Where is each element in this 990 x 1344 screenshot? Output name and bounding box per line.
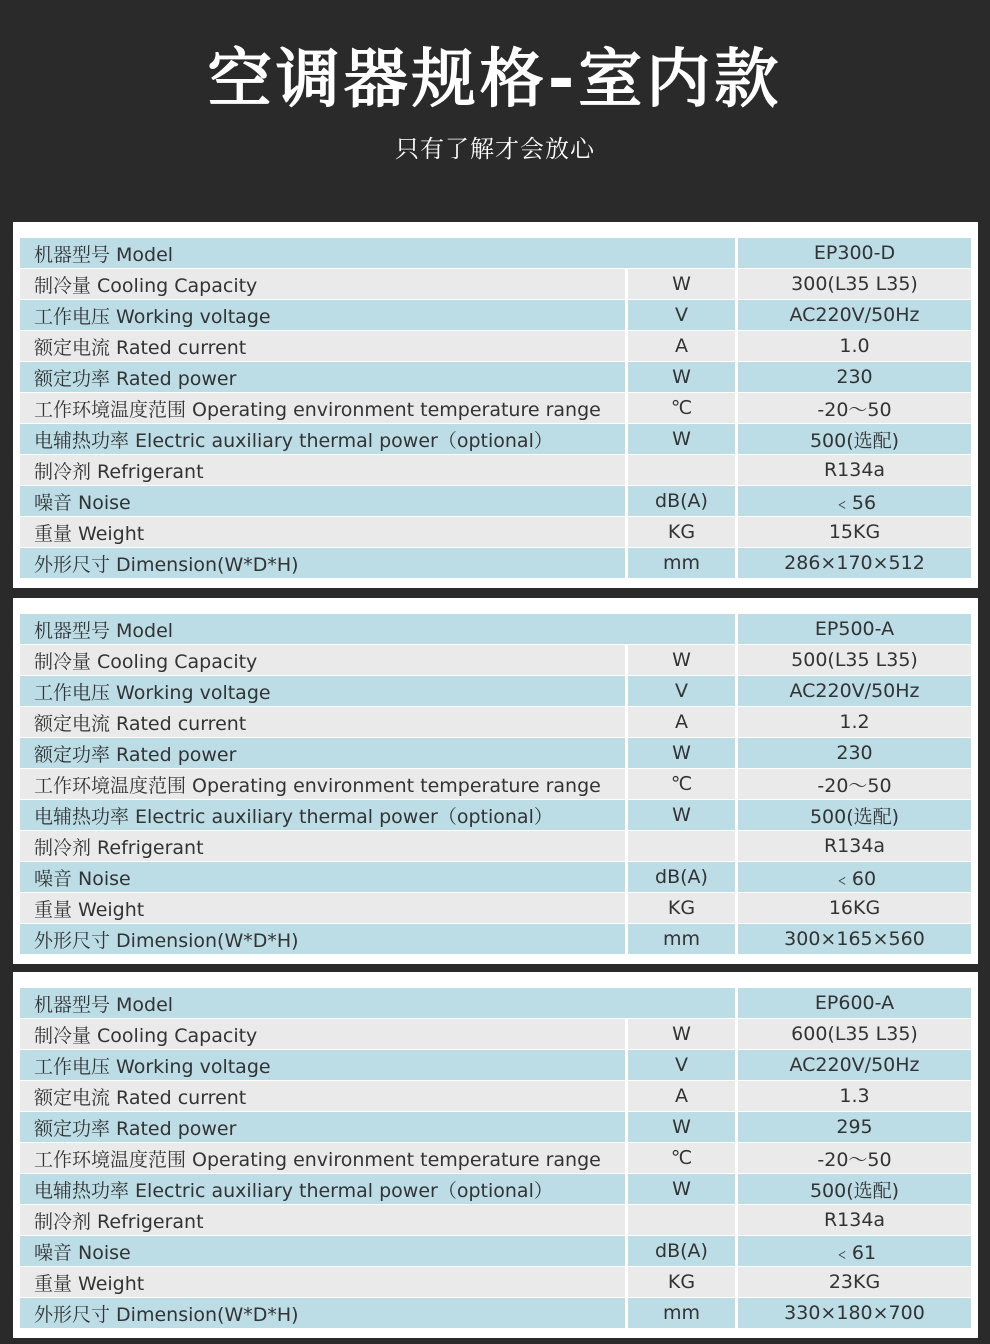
- row-value-heater: 500(选配): [738, 800, 971, 831]
- row-label-current: 额定电流 Rated current: [20, 331, 628, 362]
- table-row: [20, 1112, 971, 1143]
- table-row: [20, 988, 971, 1019]
- row-label-weight: 重量 Weight: [20, 517, 628, 548]
- model-value: EP500-A: [738, 614, 971, 645]
- row-value-heater: 500(选配): [738, 1174, 971, 1205]
- row-value-voltage: AC220V/50Hz: [738, 300, 971, 331]
- row-label-heater: 电辅热功率 Electric auxiliary thermal power（optional）: [20, 424, 628, 455]
- row-label-heater: 电辅热功率 Electric auxiliary thermal power（optional）: [20, 1174, 628, 1205]
- table-row: [20, 486, 971, 517]
- table-row: [20, 424, 971, 455]
- table-row: [20, 862, 971, 893]
- row-value-temp: -20～50: [738, 393, 971, 424]
- row-label-cooling: 制冷量 Cooling Capacity: [20, 1019, 628, 1050]
- table-row: [20, 614, 971, 645]
- row-unit-heater: W: [628, 1174, 738, 1205]
- row-label-voltage: 工作电压 Working voltage: [20, 300, 628, 331]
- table-row: [20, 1019, 971, 1050]
- row-unit-weight: KG: [628, 893, 738, 924]
- page-header: [0, 0, 990, 220]
- row-value-current: 1.0: [738, 331, 971, 362]
- row-value-cooling: 600(L35 L35): [738, 1019, 971, 1050]
- row-unit-temp: ℃: [628, 393, 738, 424]
- table-row: [20, 269, 971, 300]
- row-label-power: 额定功率 Rated power: [20, 362, 628, 393]
- table-row: [20, 362, 971, 393]
- table-row: [20, 1298, 971, 1329]
- row-value-dimension: 300×165×560: [738, 924, 971, 955]
- row-unit-voltage: V: [628, 1050, 738, 1081]
- row-label-refrigerant: 制冷剂 Refrigerant: [20, 455, 628, 486]
- row-unit-dimension: mm: [628, 924, 738, 955]
- row-unit-temp: ℃: [628, 1143, 738, 1174]
- spec-panel-1: [13, 222, 978, 588]
- row-unit-dimension: mm: [628, 1298, 738, 1329]
- row-value-cooling: 500(L35 L35): [738, 645, 971, 676]
- row-label-weight: 重量 Weight: [20, 893, 628, 924]
- table-row: [20, 1050, 971, 1081]
- row-value-power: 295: [738, 1112, 971, 1143]
- table-row: [20, 769, 971, 800]
- row-unit-dimension: mm: [628, 548, 738, 579]
- table-row: [20, 676, 971, 707]
- row-value-temp: -20～50: [738, 1143, 971, 1174]
- row-value-dimension: 330×180×700: [738, 1298, 971, 1329]
- row-label-refrigerant: 制冷剂 Refrigerant: [20, 1205, 628, 1236]
- row-label-current: 额定电流 Rated current: [20, 707, 628, 738]
- table-row: [20, 707, 971, 738]
- table-row: [20, 455, 971, 486]
- row-value-voltage: AC220V/50Hz: [738, 1050, 971, 1081]
- row-unit-current: A: [628, 331, 738, 362]
- spec-table: [20, 988, 971, 1329]
- spec-table: [20, 238, 971, 579]
- table-row: [20, 548, 971, 579]
- model-value: EP300-D: [738, 238, 971, 269]
- row-value-weight: 23KG: [738, 1267, 971, 1298]
- row-value-noise: ﹤61: [738, 1236, 971, 1267]
- row-label-noise: 噪音 Noise: [20, 1236, 628, 1267]
- row-label-dimension: 外形尺寸 Dimension(W*D*H): [20, 924, 628, 955]
- row-unit-current: A: [628, 1081, 738, 1112]
- row-unit-power: W: [628, 738, 738, 769]
- row-label-model: 机器型号 Model: [20, 988, 738, 1019]
- row-label-noise: 噪音 Noise: [20, 862, 628, 893]
- row-value-power: 230: [738, 738, 971, 769]
- row-label-cooling: 制冷量 Cooling Capacity: [20, 269, 628, 300]
- row-unit-noise: dB(A): [628, 862, 738, 893]
- row-label-temp: 工作环境温度范围 Operating environment temperature range: [20, 1143, 628, 1174]
- row-label-dimension: 外形尺寸 Dimension(W*D*H): [20, 1298, 628, 1329]
- row-unit-heater: W: [628, 800, 738, 831]
- row-label-current: 额定电流 Rated current: [20, 1081, 628, 1112]
- spec-table: [20, 614, 971, 955]
- row-value-cooling: 300(L35 L35): [738, 269, 971, 300]
- row-unit-voltage: V: [628, 676, 738, 707]
- row-label-dimension: 外形尺寸 Dimension(W*D*H): [20, 548, 628, 579]
- row-label-temp: 工作环境温度范围 Operating environment temperature range: [20, 769, 628, 800]
- row-unit-cooling: W: [628, 645, 738, 676]
- table-row: [20, 645, 971, 676]
- row-unit-heater: W: [628, 424, 738, 455]
- table-row: [20, 1081, 971, 1112]
- row-unit-cooling: W: [628, 269, 738, 300]
- table-row: [20, 831, 971, 862]
- row-unit-refrigerant: [628, 455, 738, 486]
- row-value-current: 1.3: [738, 1081, 971, 1112]
- row-value-noise: ﹤56: [738, 486, 971, 517]
- page-subtitle: 只有了解才会放心: [395, 135, 595, 163]
- row-unit-refrigerant: [628, 1205, 738, 1236]
- row-unit-voltage: V: [628, 300, 738, 331]
- row-label-heater: 电辅热功率 Electric auxiliary thermal power（optional）: [20, 800, 628, 831]
- row-value-weight: 16KG: [738, 893, 971, 924]
- row-unit-refrigerant: [628, 831, 738, 862]
- spec-panel-3: [13, 972, 978, 1338]
- row-label-power: 额定功率 Rated power: [20, 1112, 628, 1143]
- table-row: [20, 1174, 971, 1205]
- row-value-refrigerant: R134a: [738, 455, 971, 486]
- row-unit-power: W: [628, 1112, 738, 1143]
- page-title: 空调器规格-室内款: [207, 43, 783, 117]
- row-unit-weight: KG: [628, 517, 738, 548]
- table-row: [20, 517, 971, 548]
- row-unit-noise: dB(A): [628, 1236, 738, 1267]
- table-row: [20, 738, 971, 769]
- table-row: [20, 1205, 971, 1236]
- row-value-noise: ﹤60: [738, 862, 971, 893]
- row-label-cooling: 制冷量 Cooling Capacity: [20, 645, 628, 676]
- table-row: [20, 331, 971, 362]
- table-row: [20, 238, 971, 269]
- row-value-dimension: 286×170×512: [738, 548, 971, 579]
- row-label-voltage: 工作电压 Working voltage: [20, 676, 628, 707]
- row-value-heater: 500(选配): [738, 424, 971, 455]
- row-unit-weight: KG: [628, 1267, 738, 1298]
- row-value-power: 230: [738, 362, 971, 393]
- table-row: [20, 893, 971, 924]
- row-label-voltage: 工作电压 Working voltage: [20, 1050, 628, 1081]
- spec-panel-2: [13, 598, 978, 964]
- table-row: [20, 924, 971, 955]
- model-value: EP600-A: [738, 988, 971, 1019]
- row-unit-current: A: [628, 707, 738, 738]
- row-value-temp: -20～50: [738, 769, 971, 800]
- row-unit-temp: ℃: [628, 769, 738, 800]
- table-row: [20, 1143, 971, 1174]
- table-row: [20, 393, 971, 424]
- row-label-noise: 噪音 Noise: [20, 486, 628, 517]
- row-label-model: 机器型号 Model: [20, 614, 738, 645]
- row-unit-noise: dB(A): [628, 486, 738, 517]
- table-row: [20, 800, 971, 831]
- row-unit-power: W: [628, 362, 738, 393]
- row-label-model: 机器型号 Model: [20, 238, 738, 269]
- row-value-current: 1.2: [738, 707, 971, 738]
- row-label-weight: 重量 Weight: [20, 1267, 628, 1298]
- row-value-weight: 15KG: [738, 517, 971, 548]
- row-value-refrigerant: R134a: [738, 831, 971, 862]
- row-value-voltage: AC220V/50Hz: [738, 676, 971, 707]
- row-label-refrigerant: 制冷剂 Refrigerant: [20, 831, 628, 862]
- row-value-refrigerant: R134a: [738, 1205, 971, 1236]
- row-label-power: 额定功率 Rated power: [20, 738, 628, 769]
- table-row: [20, 300, 971, 331]
- row-label-temp: 工作环境温度范围 Operating environment temperature range: [20, 393, 628, 424]
- table-row: [20, 1267, 971, 1298]
- table-row: [20, 1236, 971, 1267]
- row-unit-cooling: W: [628, 1019, 738, 1050]
